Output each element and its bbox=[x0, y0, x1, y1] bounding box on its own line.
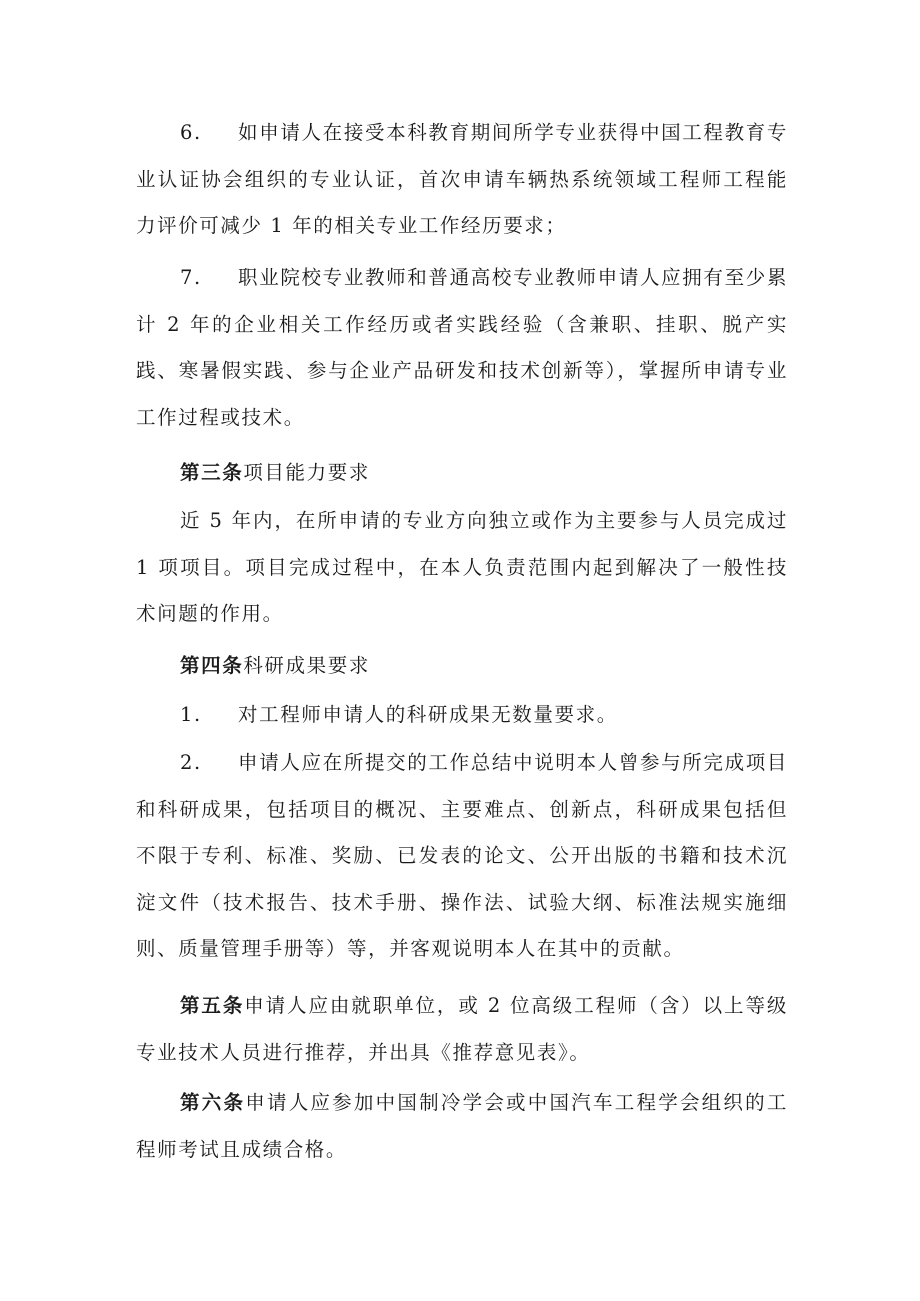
article-4-item-1 bbox=[136, 692, 788, 739]
item-7-paragraph bbox=[136, 255, 788, 441]
article-4-item-2 bbox=[136, 740, 788, 973]
article-4-item-2-number: 2. bbox=[180, 751, 202, 774]
article-3-body: 近 5 年内，在所申请的专业方向独立或作为主要参与人员完成过 1 项项目。项目完成过程中，在本人负责范围内起到解决了一般性技术问题的作用。 bbox=[136, 509, 788, 625]
article-5-label: 第五条 bbox=[180, 994, 245, 1017]
article-4-item-1-text: 对工程师申请人的科研成果无数量要求。 bbox=[238, 703, 618, 726]
article-5-paragraph bbox=[136, 983, 788, 1076]
article-4-item-1-number: 1. bbox=[180, 703, 202, 726]
article-4-heading bbox=[136, 643, 788, 690]
item-7-text: 职业院校专业教师和普通高校专业教师申请人应拥有至少累计 2 年的企业相关工作经历或者实践经验（含兼职、挂职、脱产实践、寒暑假实践、参与企业产品研发和技术创新等），掌握所申请专业工作过程或技术。 bbox=[136, 266, 788, 429]
item-6-paragraph bbox=[136, 110, 788, 250]
article-4-item-2-text: 申请人应在所提交的工作总结中说明本人曾参与所完成项目和科研成果，包括项目的概况、主要难点、创新点，科研成果包括但不限于专利、标准、奖励、已发表的论文、公开出版的书籍和技术沉淀文件（技术报告、技术手册、操作法、试验大纲、标准法规实施细则、质量管理手册等）等，并客观说明本人在其中的贡献。 bbox=[136, 751, 788, 960]
article-4-title: 科研成果要求 bbox=[243, 654, 370, 677]
article-6-text: 申请人应参加中国制冷学会或中国汽车工程学会组织的工程师考试且成绩合格。 bbox=[136, 1091, 788, 1161]
item-6-text: 如申请人在接受本科教育期间所学专业获得中国工程教育专业认证协会组织的专业认证，首次申请车辆热系统领域工程师工程能力评价可减少 1 年的相关专业工作经历要求； bbox=[136, 121, 788, 237]
article-4-label: 第四条 bbox=[180, 654, 244, 677]
item-7-number: 7. bbox=[180, 266, 202, 289]
article-6-paragraph bbox=[136, 1080, 788, 1173]
item-6-number: 6. bbox=[180, 121, 202, 144]
article-5-text: 申请人应由就职单位，或 2 位高级工程师（含）以上等级专业技术人员进行推荐，并出具《推荐意见表》。 bbox=[136, 994, 788, 1064]
article-6-label: 第六条 bbox=[180, 1091, 246, 1114]
article-3-title: 项目能力要求 bbox=[243, 461, 370, 484]
article-3-label: 第三条 bbox=[180, 461, 244, 484]
article-3-heading bbox=[136, 450, 788, 497]
